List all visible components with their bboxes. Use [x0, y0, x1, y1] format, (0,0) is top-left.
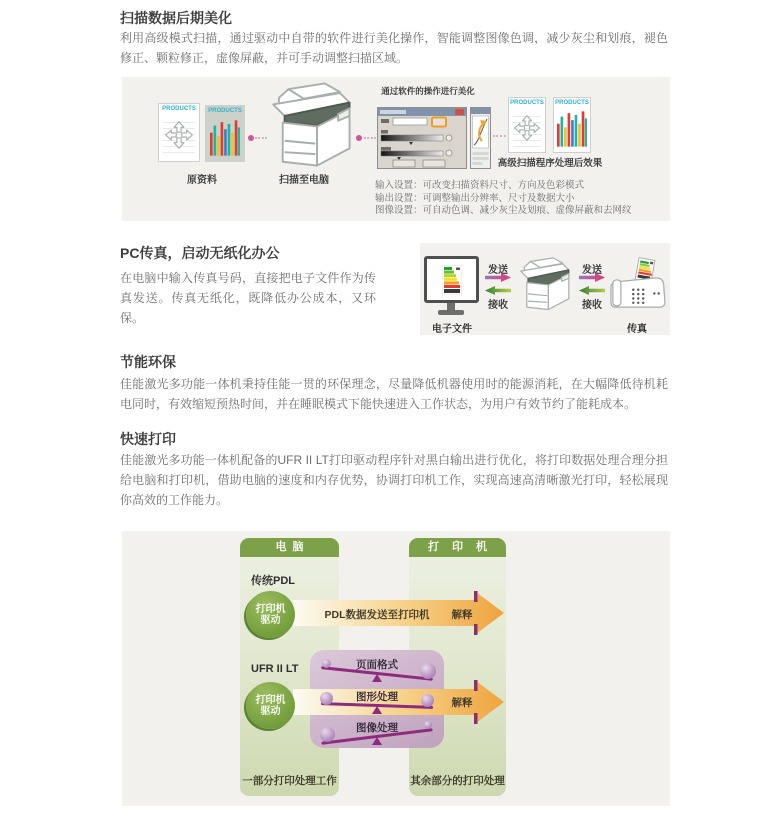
products-label: PRODUCTS: [555, 100, 589, 106]
scale-page-format: [318, 657, 436, 687]
scale-ball-large: [320, 727, 335, 742]
products-label: PRODUCTS: [510, 100, 544, 106]
scale-graphics-processing: [318, 689, 436, 719]
scan-setting-line: 输入设置：可改变扫描资料尺寸、方向及色彩模式: [375, 180, 585, 191]
bar-chart-icon: [557, 109, 587, 149]
scan-diagram-panel: [122, 77, 670, 221]
printer-illustration: [256, 79, 361, 171]
bar-chart-icon: [210, 118, 240, 158]
monitor-base: [438, 310, 464, 315]
printer-driver-line1: 打印机: [255, 603, 286, 615]
receive-label: 接收: [582, 300, 602, 311]
scale-image-processing: [318, 720, 436, 750]
printer-driver-line2: 驱动: [260, 705, 281, 717]
section-heading-scan: 扫描数据后期美化: [120, 10, 232, 26]
computer-footer-label: 一部分打印处理工作: [242, 775, 337, 787]
fax-label: 传真: [627, 324, 647, 335]
scale-label: 页面格式: [356, 659, 398, 671]
scale-fulcrum: [372, 706, 382, 714]
scan-to-pc-label: 扫描至电脑: [279, 175, 329, 186]
scale-ball-small: [322, 659, 331, 668]
ufr-lt-label: UFR II LT: [251, 663, 299, 675]
scan-setting-line: 输出设置：可调整输出分辨率、尺寸及数据大小: [375, 192, 575, 204]
scale-fulcrum: [372, 674, 382, 682]
four-way-arrows-icon: [165, 120, 193, 150]
printer-driver-line2: 驱动: [260, 614, 281, 626]
printer-footer-label: 其余部分的打印处理: [410, 775, 505, 787]
section-body-print: 佳能激光多功能一体机配备的UFR II LT打印驱动程序针对黑白输出进行优化，将打印数据处理合理分担给电脑和打印机，借助电脑的速度和内存优势，协调打印机工作，实现高速高清晰激光打印，轻松展现你高效的工作能力。: [120, 453, 668, 507]
interpret-label: 解释: [451, 609, 473, 621]
fax-machine-illustration: [606, 257, 668, 317]
scale-label: 图形处理: [356, 691, 398, 703]
tone-curve-window: [470, 107, 491, 169]
scale-ball-left: [320, 692, 333, 705]
receive-label: 接收: [488, 300, 508, 311]
send-label: 发送: [582, 265, 602, 276]
four-way-arrows-icon: [514, 114, 540, 142]
connector-dash: [364, 137, 376, 139]
scan-settings-list: [375, 180, 632, 218]
interpret-label: 解释: [451, 697, 473, 709]
scan-software-caption: 通过软件的操作进行美化: [381, 86, 475, 96]
send-arrow-icon: [485, 273, 511, 282]
scale-ball-right: [421, 694, 434, 707]
pdl-arrow-text: PDL数据发送至打印机: [324, 609, 430, 621]
scan-original-label: 原资料: [187, 175, 217, 186]
section-heading-eco: 节能环保: [120, 354, 176, 370]
receive-arrow-icon: [485, 286, 511, 295]
connector-dot: [248, 135, 254, 141]
result-doc-arrows: [508, 97, 546, 153]
print-diagram-panel: [122, 531, 670, 806]
scale-ball-small: [424, 721, 432, 729]
scale-fulcrum: [372, 737, 382, 745]
scan-setting-line: 图像设置：可自动色调、减少灰尘及划痕、虚像屏蔽和去网纹: [375, 205, 632, 216]
section-heading-print: 快速打印: [120, 431, 176, 447]
printer-driver-line1: 打印机: [255, 694, 286, 706]
section-body-scan: 利用高级模式扫描，通过驱动中自带的软件进行美化操作，智能调整图像色调，减少灰尘和划痕，褪色修正、颗粒修正，虚像屏蔽，并可手动调整扫描区域。: [120, 31, 668, 65]
original-doc-chart: [205, 105, 245, 162]
section-heading-fax: PC传真，启动无纸化办公: [120, 245, 280, 261]
scan-result-label: 高级扫描程序处理后效果: [497, 158, 603, 169]
result-doc-chart: [553, 97, 591, 153]
connector-dash: [493, 135, 506, 137]
scan-settings-dialog: [377, 107, 467, 169]
products-label: PRODUCTS: [208, 108, 242, 114]
monitor-stand: [447, 303, 455, 310]
computer-column-header: 电脑: [240, 538, 339, 557]
traditional-pdl-label: 传统PDL: [251, 575, 295, 587]
section-body-fax: 在电脑中输入传真号码，直接把电子文件作为传真发送。传真无纸化，既降低办公成本，又环保。: [120, 271, 376, 325]
monitor-illustration: [424, 256, 479, 303]
fax-computer-label: 电子文件: [432, 324, 472, 335]
receive-arrow-icon: [579, 286, 605, 295]
scale-label: 图像处理: [356, 722, 398, 734]
energy-label-doc-icon: [442, 265, 462, 295]
original-doc-arrows: [158, 103, 200, 162]
products-label: PRODUCTS: [162, 106, 196, 112]
connector-dot: [356, 135, 362, 141]
section-body-eco: 佳能激光多功能一体机秉持佳能一贯的环保理念，尽量降低机器使用时的能源消耗，在大幅降低待机耗电同时，有效缩短预热时间，并在睡眠模式下能快速进入工作状态，为用户有效节约了能耗成本。: [120, 377, 668, 411]
send-arrow-icon: [579, 273, 605, 282]
printer-column-header: 打印机: [409, 538, 506, 557]
printer-driver-circle: [246, 591, 295, 638]
fax-diagram-panel: [420, 243, 670, 335]
printer-driver-circle: [246, 682, 295, 729]
send-label: 发送: [488, 265, 508, 276]
scale-ball-large: [420, 663, 436, 679]
printer-illustration: [510, 251, 576, 317]
